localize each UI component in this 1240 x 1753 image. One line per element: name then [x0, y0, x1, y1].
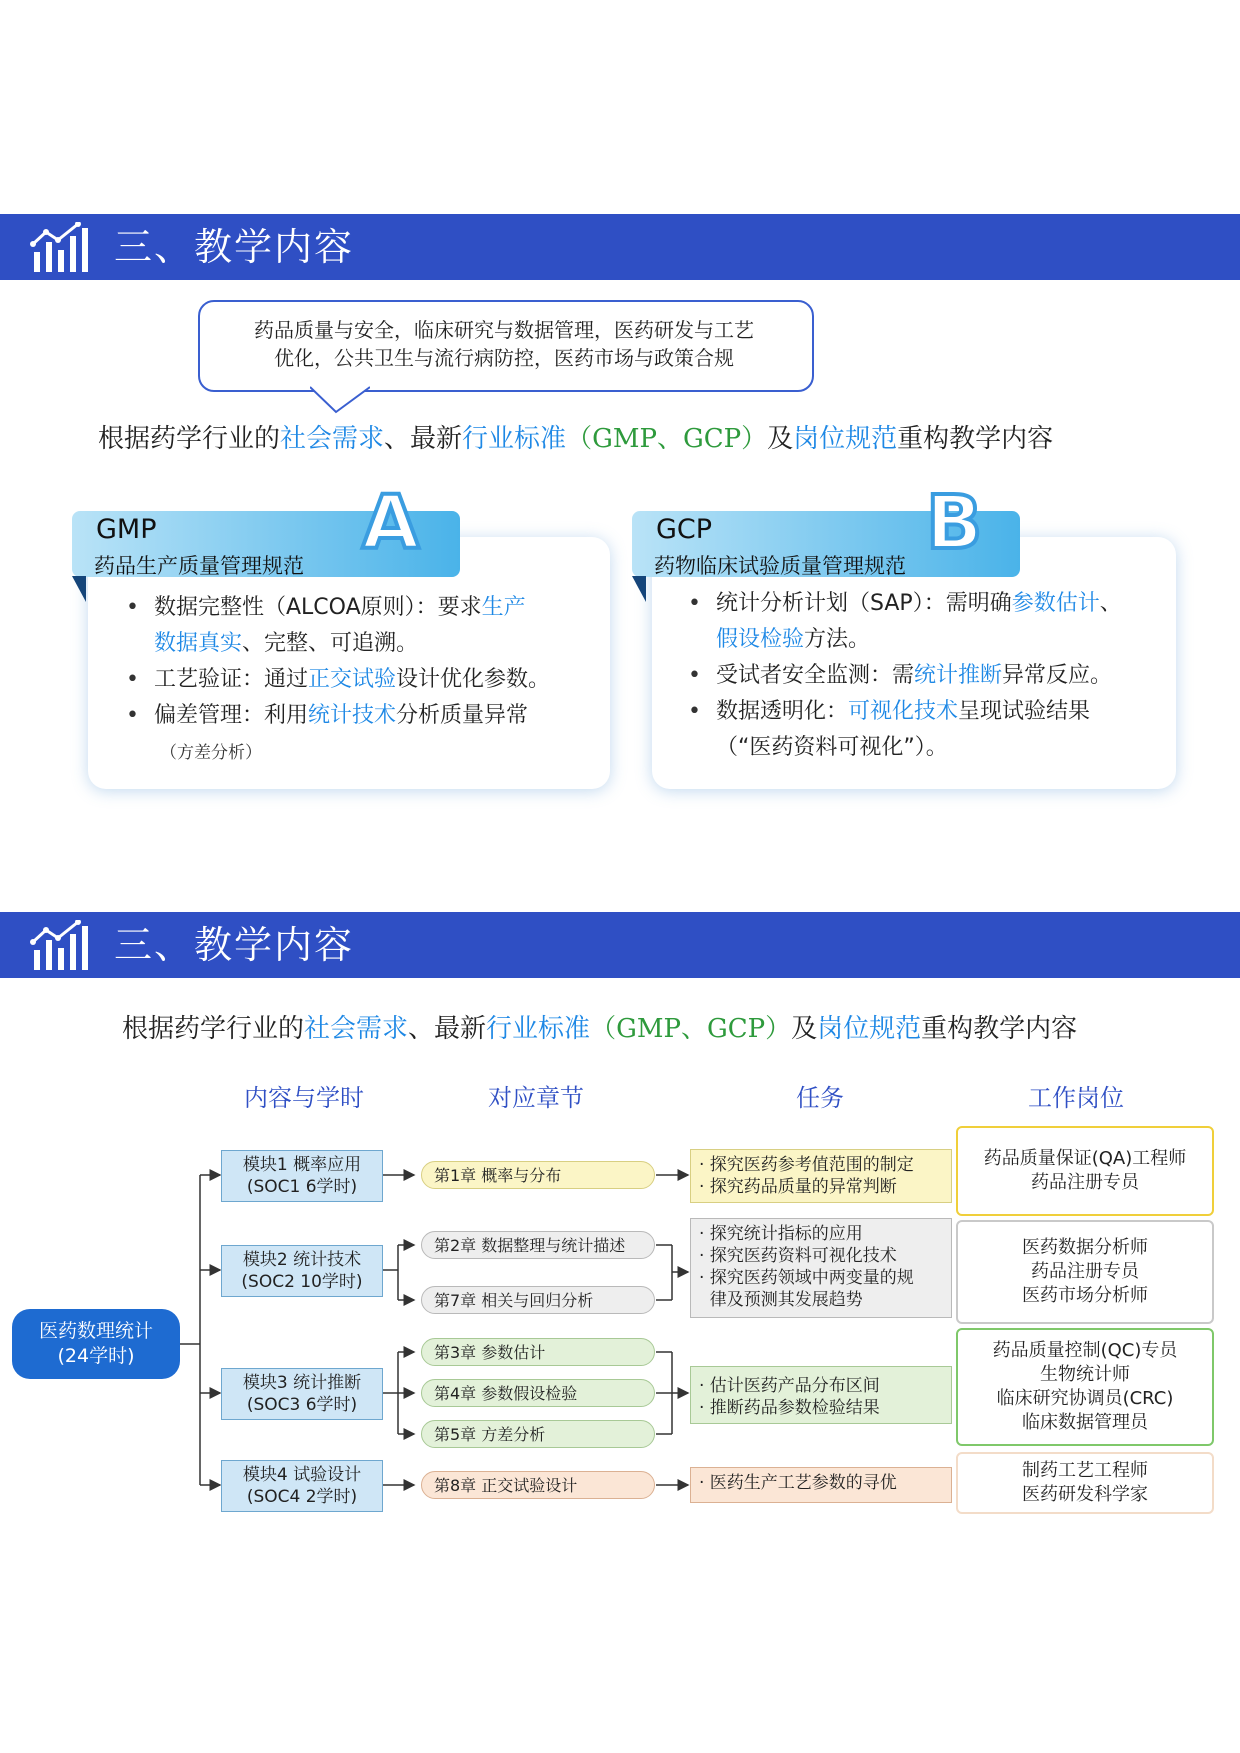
job-box: 制药工艺工程师 医药研发科学家 [956, 1452, 1214, 1514]
root-label: 医药数理统计 [38, 1320, 153, 1342]
section-header-band [0, 912, 1240, 978]
chapter-node: 第5章 方差分析 [421, 1420, 655, 1448]
root-hours: (24学时) [57, 1345, 135, 1367]
chapter-node: 第1章 概率与分布 [421, 1161, 655, 1189]
chapter-node: 第7章 相关与回归分析 [421, 1286, 655, 1314]
module-node: 模块2 统计技术 (SOC2 10学时) [221, 1245, 383, 1297]
gcp-bullets [684, 586, 1164, 766]
task-node: · 估计医药产品分布区间 · 推断药品参数检验结果 [690, 1366, 952, 1424]
bubble-line: 优化，公共卫生与流行病防控，医药市场与政策合规 [274, 346, 734, 370]
card-letter-b: B [926, 480, 983, 566]
chapter-node: 第8章 正交试验设计 [421, 1471, 655, 1499]
section-title: 三、教学内容 [114, 225, 355, 269]
module-node: 模块3 统计推断 (SOC3 6学时) [221, 1368, 383, 1420]
bubble-text [198, 316, 810, 372]
gmp-subheading: 药品生产质量管理规范 [94, 554, 304, 578]
job-box: 药品质量控制(QC)专员 生物统计师 临床研究协调员(CRC) 临床数据管理员 [956, 1328, 1214, 1446]
module-node: 模块1 概率应用 (SOC1 6学时) [221, 1150, 383, 1202]
card-letter-a: A [362, 480, 420, 566]
section-header-band [0, 214, 1240, 280]
job-box: 药品质量保证(QA)工程师 药品注册专员 [956, 1126, 1214, 1216]
gmp-note: （方差分析） [160, 743, 262, 763]
tagline: 根据药学行业的社会需求、最新行业标准（GMP、GCP）及岗位规范重构教学内容 [122, 1014, 1078, 1044]
chapter-node: 第3章 参数估计 [421, 1338, 655, 1366]
task-node: · 探究统计指标的应用 · 探究医药资料可视化技术 · 探究医药领域中两变量的规 律及预测其发展趋势 [690, 1218, 952, 1318]
bullet-item: • 受试者安全监测：需统计推断异常反应。 [684, 658, 1164, 694]
gcp-heading: GCP [656, 514, 713, 545]
gmp-bullets [122, 590, 582, 734]
bullet-item: • 统计分析计划（SAP）：需明确参数估计、 假设检验方法。 [684, 586, 1164, 658]
gmp-heading: GMP [96, 514, 157, 545]
column-header: 对应章节 [488, 1084, 584, 1112]
card-fold [632, 576, 646, 602]
bar-chart-icon [30, 222, 90, 274]
job-box: 医药数据分析师 药品注册专员 医药市场分析师 [956, 1220, 1214, 1324]
bullet-item: • 数据透明化：可视化技术呈现试验结果 （“医药资料可视化”）。 [684, 694, 1164, 766]
task-node: · 探究医药参考值范围的制定 · 探究药品质量的异常判断 [690, 1149, 952, 1203]
section-title: 三、教学内容 [114, 923, 355, 967]
tagline: 根据药学行业的社会需求、最新行业标准（GMP、GCP）及岗位规范重构教学内容 [98, 424, 1054, 454]
gcp-subheading: 药物临床试验质量管理规范 [654, 554, 906, 578]
bubble-tail [310, 386, 370, 414]
card-fold [72, 576, 86, 602]
bullet-item: • 偏差管理：利用统计技术分析质量异常 [122, 698, 582, 734]
bullet-item: • 工艺验证：通过正交试验设计优化参数。 [122, 662, 582, 698]
module-node: 模块4 试验设计 (SOC4 2学时) [221, 1460, 383, 1512]
column-header: 内容与学时 [244, 1084, 364, 1112]
task-node: · 医药生产工艺参数的寻优 [690, 1467, 952, 1503]
column-header: 工作岗位 [1028, 1084, 1124, 1112]
bullet-item: • 数据完整性（ALCOA原则）：要求生产 数据真实、完整、可追溯。 [122, 590, 582, 662]
chapter-node: 第2章 数据整理与统计描述 [421, 1231, 655, 1259]
bubble-line: 药品质量与安全，临床研究与数据管理，医药研发与工艺 [254, 318, 754, 342]
chapter-node: 第4章 参数假设检验 [421, 1379, 655, 1407]
bar-chart-icon [30, 920, 90, 972]
column-header: 任务 [796, 1084, 844, 1112]
course-root-node [12, 1309, 180, 1379]
